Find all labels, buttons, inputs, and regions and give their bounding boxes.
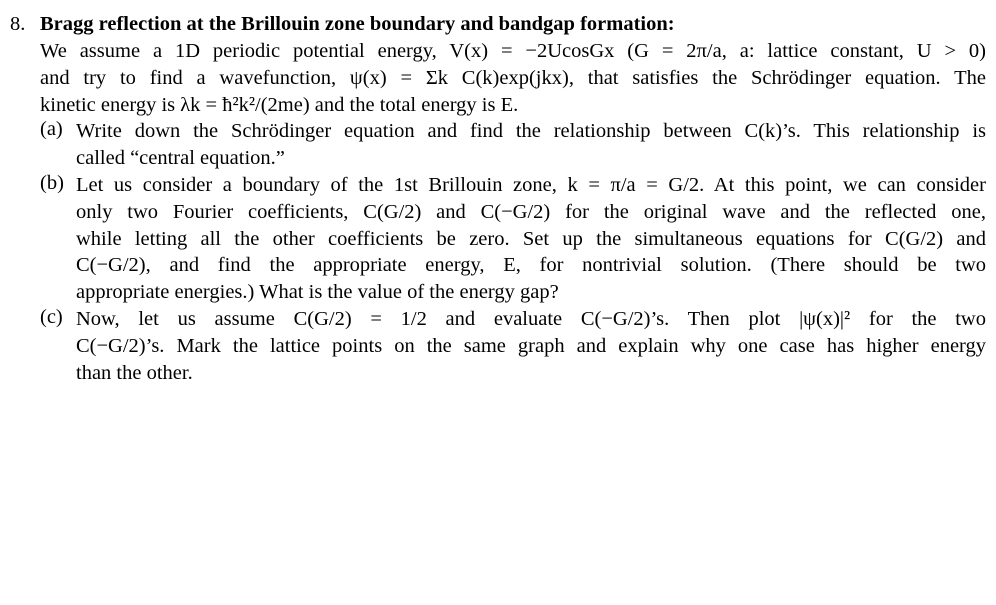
intro-line: We assume a 1D periodic potential energy, V(x) = −2UcosGx (G = 2π/a, a: lattice constant, U > 0) xyxy=(40,40,986,62)
part-line: called “central equation.” xyxy=(76,147,285,170)
intro-line: and try to find a wavefunction, ψ(x) = Σk C(k)exp(jkx), that satisfies the Schrödinger equation. The xyxy=(40,66,986,89)
part-line: appropriate energies.) What is the value of the energy gap? xyxy=(76,281,559,304)
part-line: Write down the Schrödinger equation and find the relationship between C(k)’s. This relationship is xyxy=(76,120,986,143)
part-line: only two Fourier coefficients, C(G/2) and C(−G/2) for the original wave and the reflected one, xyxy=(76,200,986,223)
problem-header xyxy=(10,10,986,38)
part-line: while letting all the other coefficients be zero. Set up the simultaneous equations for C(G/2) and xyxy=(76,227,986,250)
problem-number: 8. xyxy=(10,13,26,35)
part-line: C(−G/2)’s. Mark the lattice points on the same graph and explain why one case has higher energy xyxy=(76,334,986,357)
part-line: Now, let us assume C(G/2) = 1/2 and evaluate C(−G/2)’s. Then plot |ψ(x)|² for the two xyxy=(76,307,986,330)
part-label: (b) xyxy=(40,171,64,194)
problem-8 xyxy=(10,10,986,386)
problem-body xyxy=(40,38,986,386)
part-label: (c) xyxy=(40,305,63,328)
part-b xyxy=(40,172,986,306)
part-a xyxy=(40,118,986,172)
part-b-text xyxy=(76,172,986,306)
part-line: than the other. xyxy=(76,361,193,384)
part-line: Let us consider a boundary of the 1st Brillouin zone, k = π/a = G/2. At this point, we can consider xyxy=(76,173,986,196)
part-line: C(−G/2), and find the appropriate energy, E, for nontrivial solution. (There should be two xyxy=(76,254,986,277)
part-c xyxy=(40,306,986,386)
part-c-text xyxy=(76,306,986,386)
part-label: (a) xyxy=(40,118,63,141)
part-a-text xyxy=(76,118,986,172)
problem-title: Bragg reflection at the Brillouin zone boundary and bandgap formation: xyxy=(40,13,675,35)
intro-line: kinetic energy is λk = ħ²k²/(2me) and the total energy is E. xyxy=(40,93,519,116)
